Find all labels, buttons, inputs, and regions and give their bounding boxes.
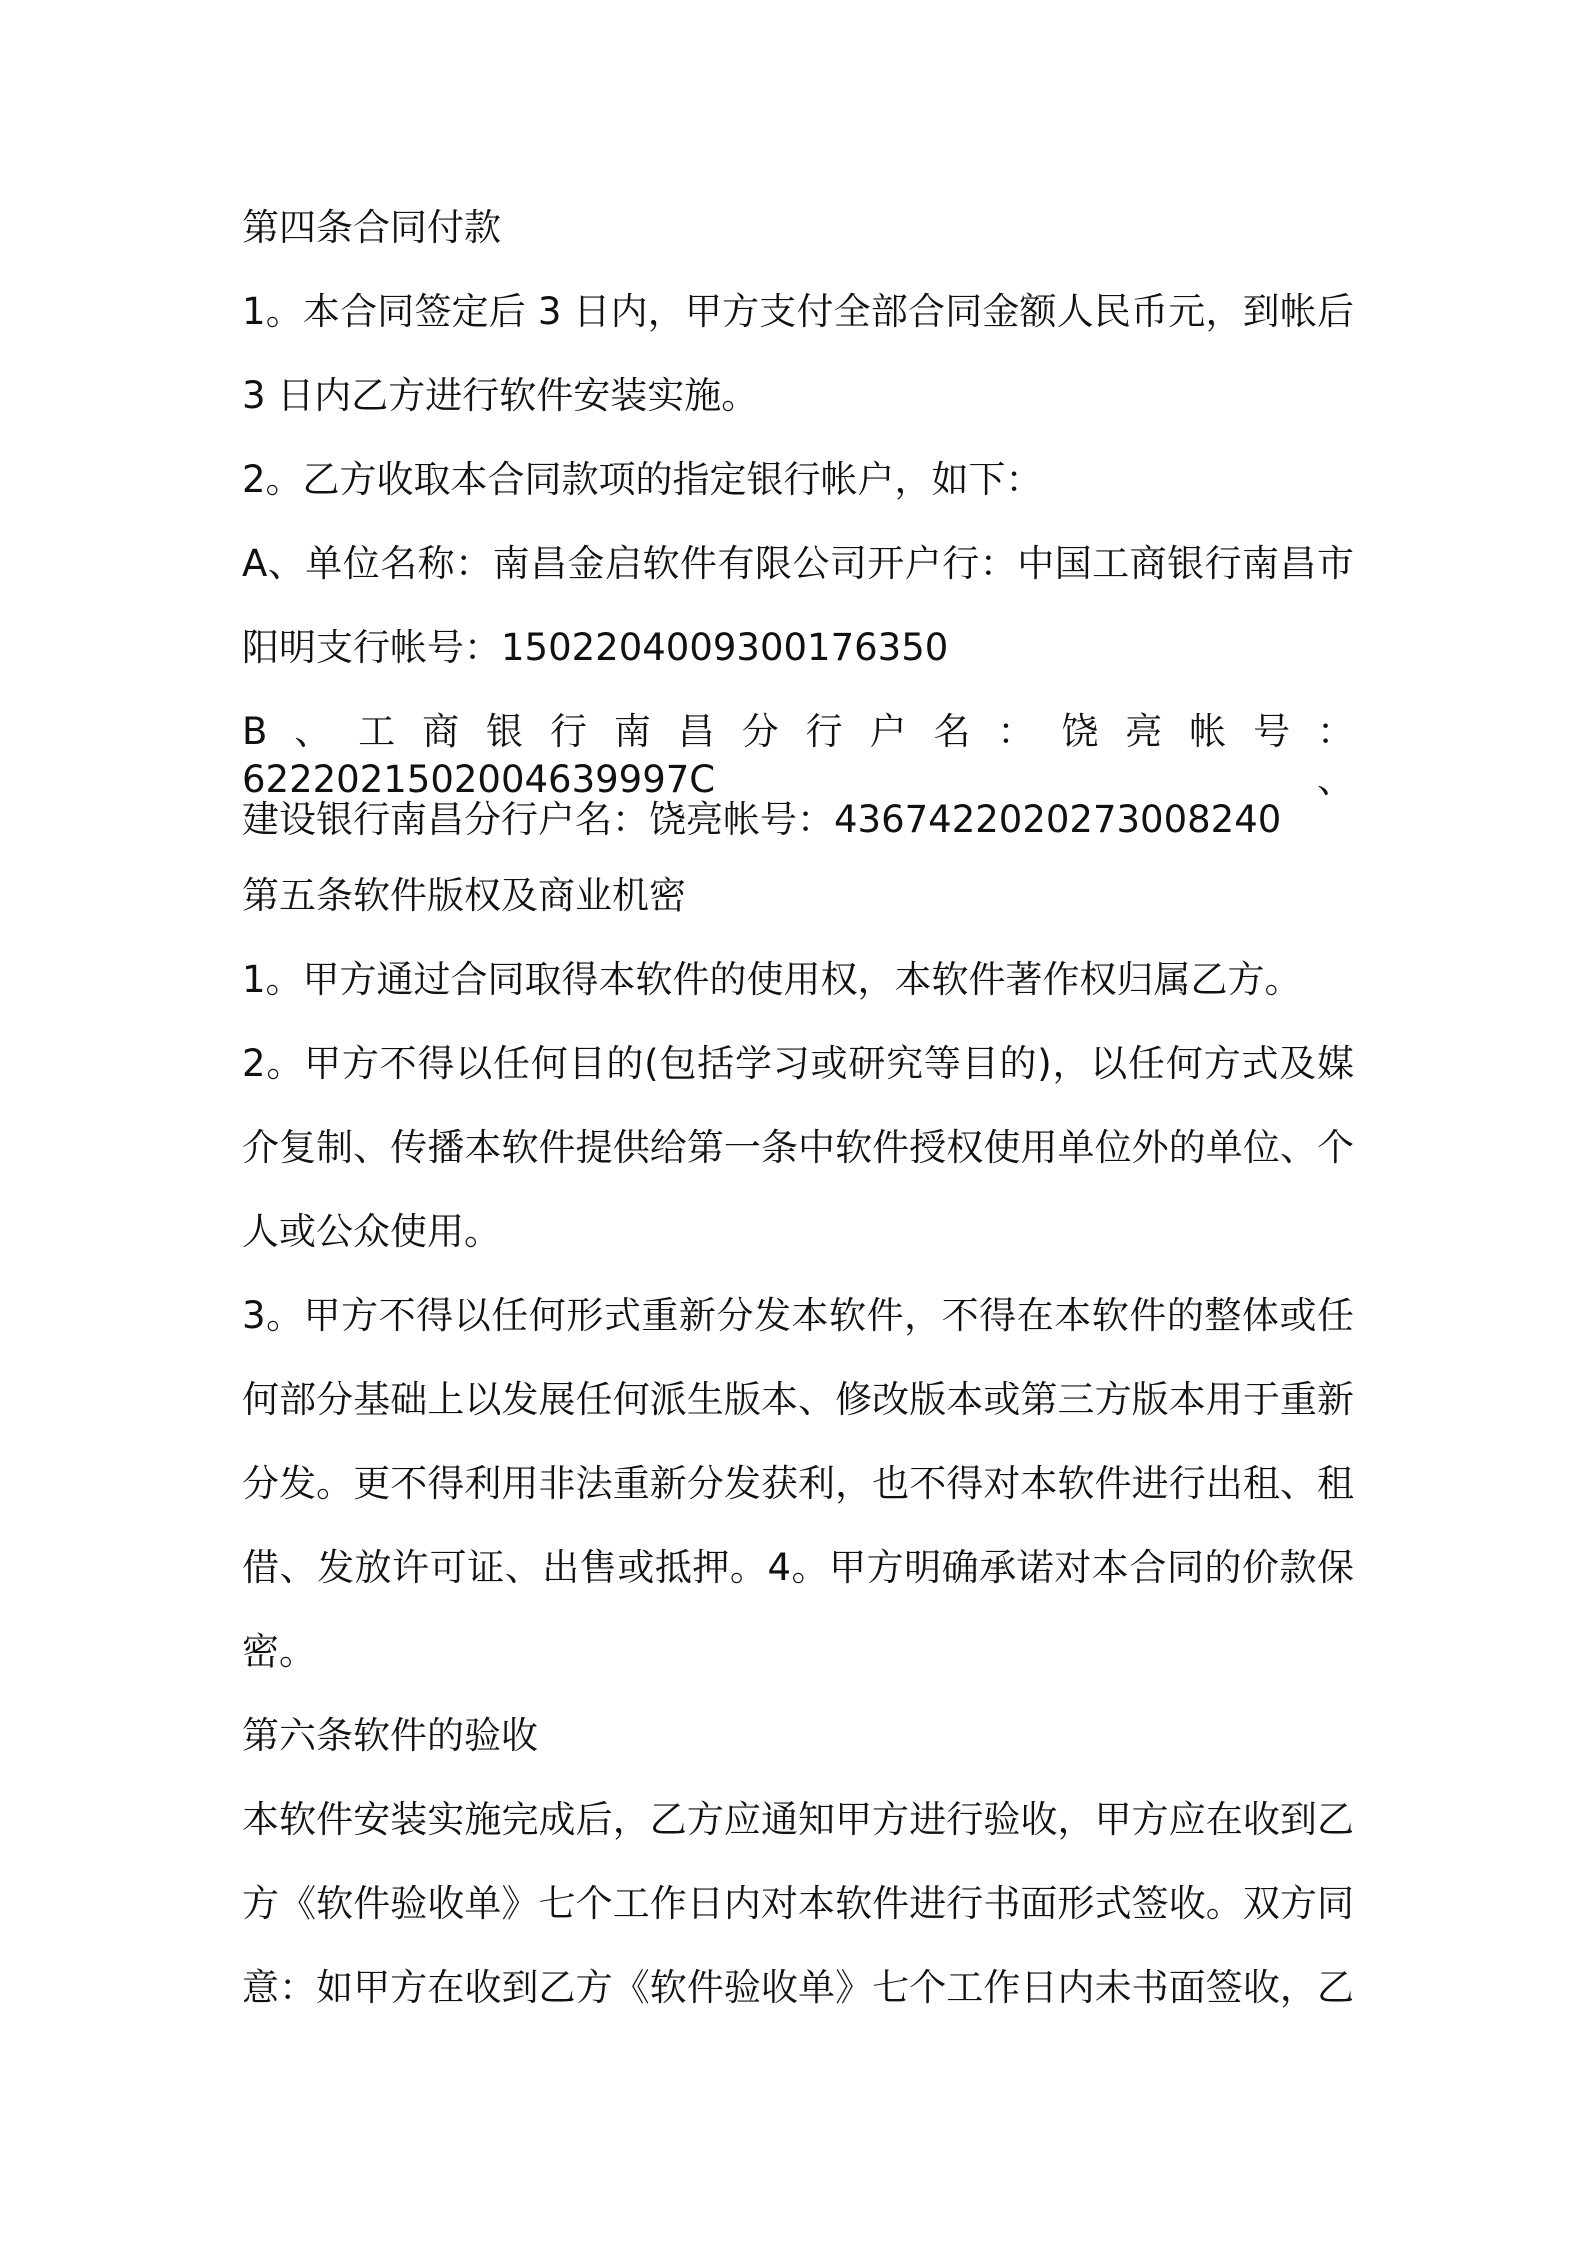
paragraph-line: 何部分基础上以发展任何派生版本、修改版本或第三方版本用于重新 <box>242 1378 1354 1421</box>
section-heading-article-5: 第五条软件版权及商业机密 <box>242 874 686 917</box>
paragraph-line: 1。本合同签定后 3 日内，甲方支付全部合同金额人民币元，到帐后 <box>242 290 1354 333</box>
section-heading-article-4: 第四条合同付款 <box>242 206 501 249</box>
paragraph-line: 3 日内乙方进行软件安装实施。 <box>242 374 759 417</box>
paragraph-line: 1。甲方通过合同取得本软件的使用权，本软件著作权归属乙方。 <box>242 958 1302 1001</box>
paragraph-line: 密。 <box>242 1630 316 1673</box>
paragraph-line: 本软件安装实施完成后，乙方应通知甲方进行验收，甲方应在收到乙 <box>242 1798 1354 1841</box>
paragraph-line: B、工商银行南昌分行户名：饶亮帐号：6222021502004639997C、 <box>242 710 1354 801</box>
paragraph-line: 阳明支行帐号：1502204009300176350 <box>242 626 949 669</box>
paragraph-line: 2。乙方收取本合同款项的指定银行帐户，如下： <box>242 458 1043 501</box>
section-heading-article-6: 第六条软件的验收 <box>242 1714 538 1757</box>
paragraph-line: 意：如甲方在收到乙方《软件验收单》七个工作日内未书面签收，乙 <box>242 1966 1354 2009</box>
paragraph-line: 建设银行南昌分行户名：饶亮帐号：4367422020273008240 <box>242 798 1282 841</box>
paragraph-line: 借、发放许可证、出售或抵押。4。甲方明确承诺对本合同的价款保 <box>242 1546 1354 1589</box>
paragraph-line: 分发。更不得利用非法重新分发获利，也不得对本软件进行出租、租 <box>242 1462 1354 1505</box>
paragraph-line: 2。甲方不得以任何目的(包括学习或研究等目的)，以任何方式及媒 <box>242 1042 1354 1085</box>
paragraph-line: A、单位名称：南昌金启软件有限公司开户行：中国工商银行南昌市 <box>242 542 1354 585</box>
paragraph-line: 人或公众使用。 <box>242 1210 501 1253</box>
paragraph-line: 介复制、传播本软件提供给第一条中软件授权使用单位外的单位、个 <box>242 1126 1354 1169</box>
paragraph-line: 方《软件验收单》七个工作日内对本软件进行书面形式签收。双方同 <box>242 1882 1354 1925</box>
paragraph-line: 3。甲方不得以任何形式重新分发本软件，不得在本软件的整体或任 <box>242 1294 1354 1337</box>
